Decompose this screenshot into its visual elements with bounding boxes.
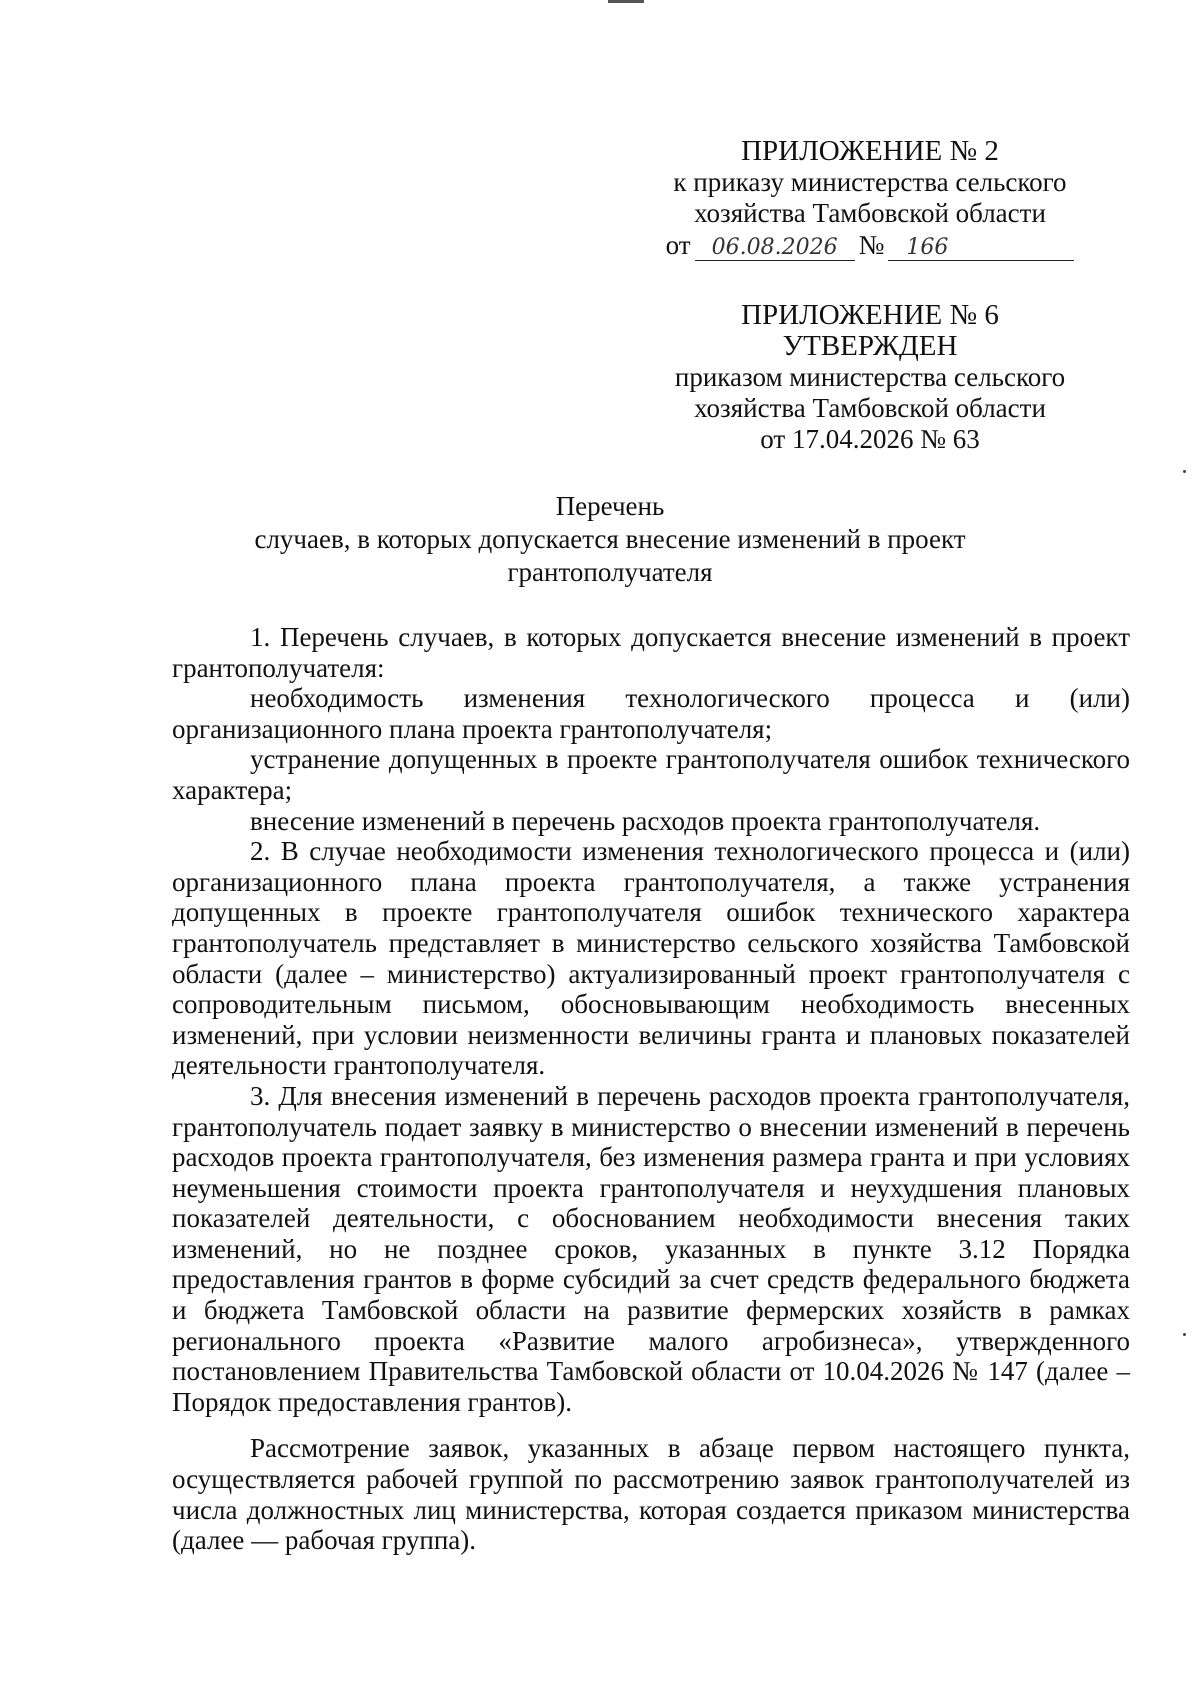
annex-2-title: ПРИЛОЖЕНИЕ № 2 (741, 135, 999, 167)
annex-2-line: хозяйства Тамбовской области (694, 198, 1046, 228)
annex-2-date-line (600, 230, 1140, 261)
scan-top-mark (608, 0, 644, 3)
paragraph: 1. Перечень случаев, в которых допускается внесение изменений в проект грантополучателя: (172, 622, 1130, 683)
number-sign: № (858, 230, 885, 260)
annex-6-title: ПРИЛОЖЕНИЕ № 6 (741, 299, 999, 331)
handwritten-date: 06.08.2026 (695, 236, 855, 261)
paragraph: устранение допущенных в проекте грантополучателя ошибок технического характера; (172, 744, 1130, 805)
paragraph: Рассмотрение заявок, указанных в абзаце первом настоящего пункта, осуществляется рабочей группой по рассмотрению заявок грантополучателей из числа должностных лиц министерства, которая создается приказом министерства (далее — рабочая группа). (172, 1433, 1130, 1556)
annex-2-line: к приказу министерства сельского (673, 167, 1067, 197)
document-body (172, 622, 1130, 1556)
annex-6-line: приказом министерства сельского (674, 362, 1066, 392)
document-title (230, 490, 990, 589)
annex-2-header (600, 136, 1140, 261)
title-line: грантополучателя (507, 557, 713, 587)
annex-6-line: от 17.04.2026 № 63 (760, 424, 980, 454)
handwritten-number: 166 (888, 236, 1074, 261)
approved-label: УТВЕРЖДЕН (782, 330, 958, 362)
annex-6-line: хозяйства Тамбовской области (694, 393, 1046, 423)
annex-6-header (600, 300, 1140, 455)
paragraph: 3. Для внесения изменений в перечень расходов проекта грантополучателя, грантополучатель подает заявку в министерство о внесении изменений в перечень расходов проекта грантополучателя, без изменения размера гранта и при условиях неуменьшения стоимости проекта грантополучателя и неухудшения плановых показателей деятельности, с обоснованием необходимости внесения таких изменений, но не позднее сроков, указанных в пункте 3.12 Порядка предоставления грантов в форме субсидий за счет средств федерального бюджета и бюджета Тамбовской области на развитие фермерских хозяйств в рамках регионального проекта «Развитие малого агробизнеса», утвержденного постановлением Правительства Тамбовской области от 10.04.2026 № 147 (далее – Порядок предоставления грантов). (172, 1080, 1130, 1417)
paragraph: 2. В случае необходимости изменения технологического процесса и (или) организационного плана проекта грантополучателя, а также устранения допущенных в проекте грантополучателя ошибок технического характера грантополучатель представляет в министерство сельского хозяйства Тамбовской области (далее – министерство) актуализированный проект грантополучателя с сопроводительным письмом, обосновывающим необходимость внесенных изменений, при условии неизменности величины гранта и плановых показателей деятельности грантополучателя. (172, 836, 1130, 1081)
scan-speck (1183, 470, 1186, 473)
paragraph: внесение изменений в перечень расходов проекта грантополучателя. (250, 805, 1041, 836)
title-line: случаев, в которых допускается внесение изменений в проект (254, 524, 966, 554)
date-prefix: от (665, 230, 691, 260)
paragraph: необходимость изменения технологического процесса и (или) организационного плана проекта грантополучателя; (172, 683, 1130, 744)
scan-speck (1183, 1333, 1186, 1336)
title-line: Перечень (555, 491, 665, 521)
